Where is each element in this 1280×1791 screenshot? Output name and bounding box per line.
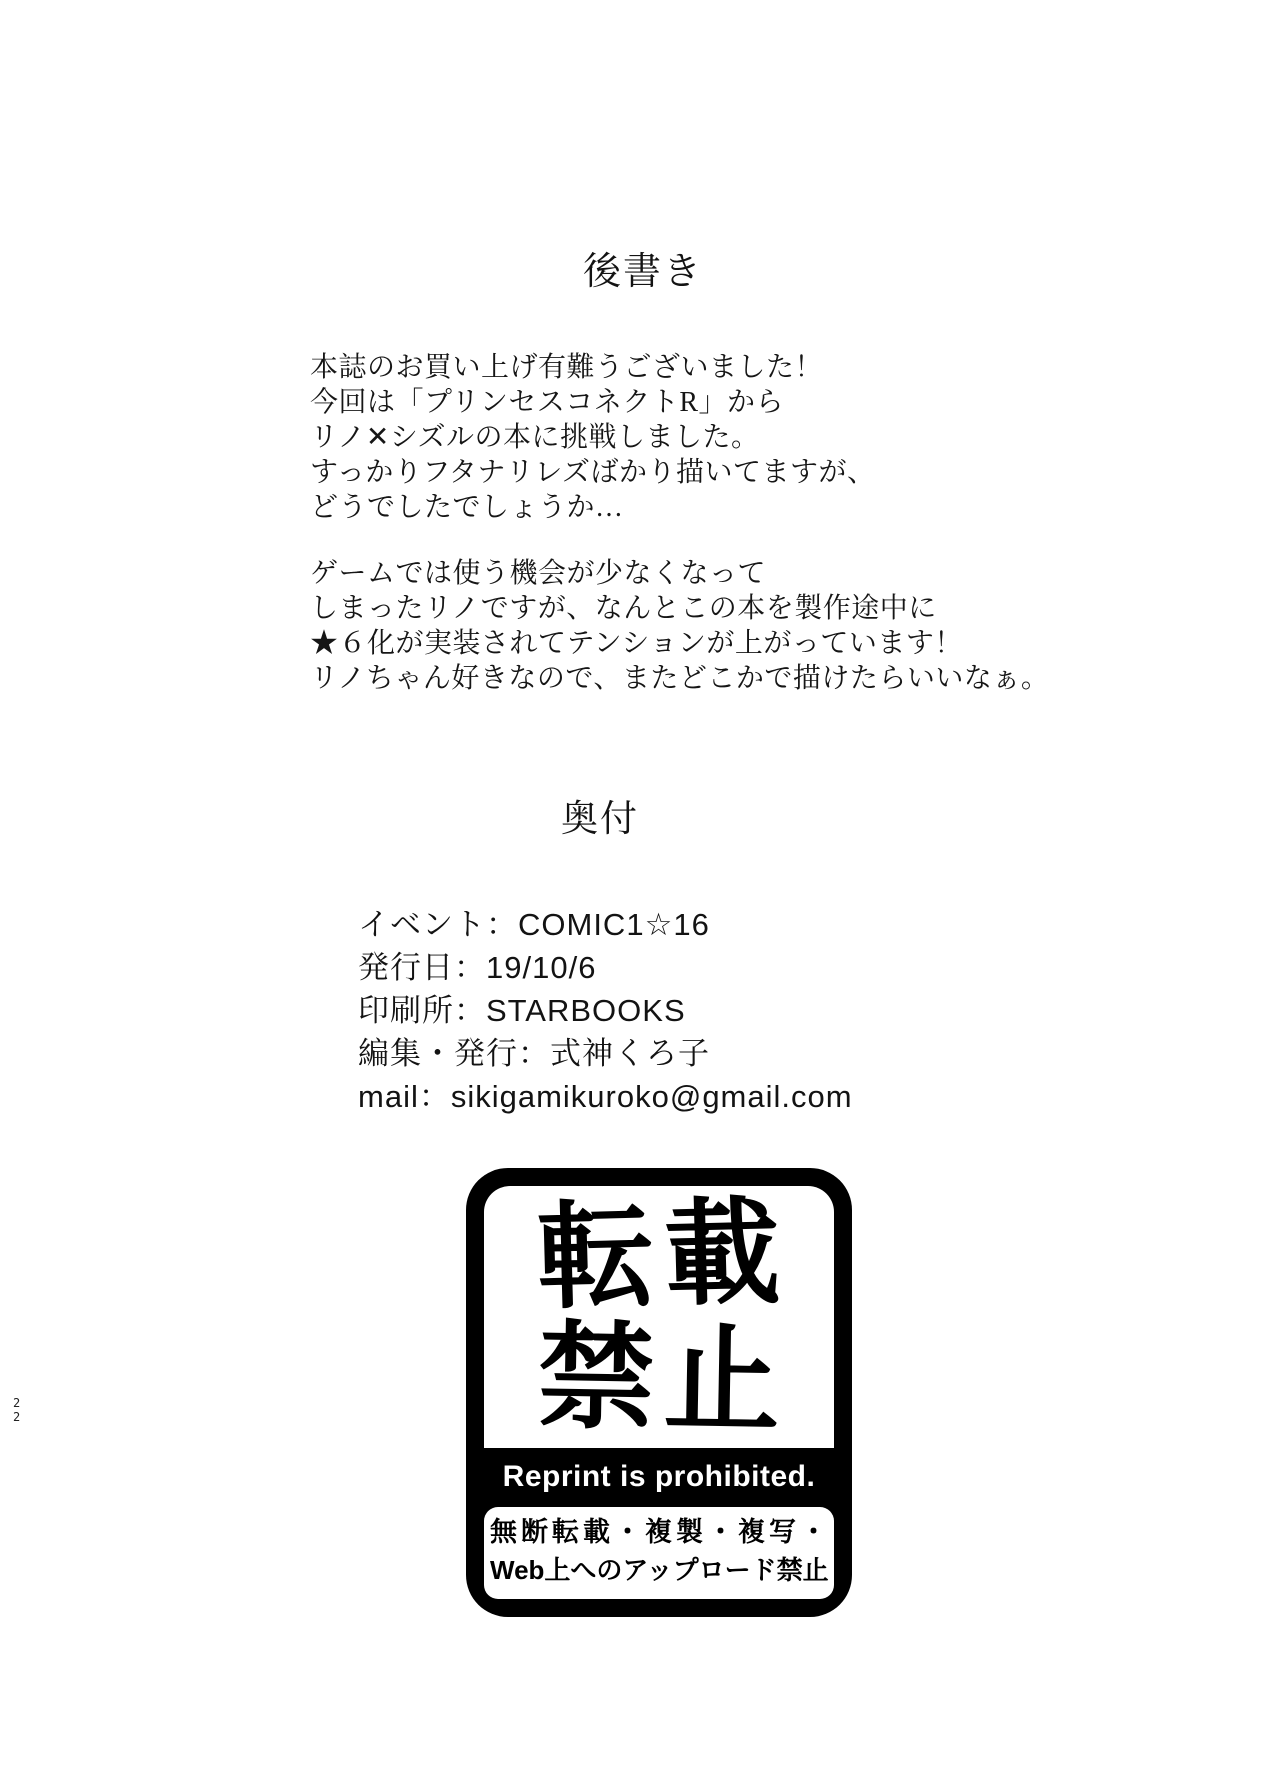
reprint-prohibited-stamp [466, 1168, 852, 1617]
stamp-english-label: Reprint is prohibited. [502, 1459, 816, 1493]
colophon-editor-publisher: 編集・発行：式神くろ子 [358, 1036, 710, 1071]
stamp-kanji-tensai: 転載 [536, 1186, 792, 1324]
colophon-block [358, 903, 853, 1118]
stamp-kanji-kinshi: 禁止 [536, 1311, 792, 1447]
afterword-paragraph-1 [310, 350, 876, 525]
colophon-title: 奥付 [561, 798, 639, 839]
colophon-printer: 印刷所：STARBOOKS [358, 993, 686, 1028]
afterword-line: すっかりフタナリレズばかり描いてますが、 [310, 457, 876, 488]
colophon-publish-date: 発行日：19/10/6 [358, 950, 597, 985]
afterword-line: どうでしたでしょうか… [310, 492, 624, 523]
afterword-line: リノ✕シズルの本に挑戦しました。 [310, 422, 760, 453]
afterword-line: 今回は「プリンセスコネクトR」から [310, 387, 785, 418]
afterword-paragraph-2 [310, 556, 1049, 696]
afterword-title: 後書き [582, 251, 703, 293]
page-number-digit: 2 [13, 1396, 21, 1410]
afterword-line: ゲームでは使う機会が少なくなって [310, 558, 767, 589]
page-number [13, 1396, 20, 1424]
afterword-line: しまったリノですが、なんとこの本を製作途中に [310, 593, 937, 624]
stamp-kanji-area [484, 1186, 834, 1448]
stamp-notice-line-2: Web上へのアップロード禁止 [490, 1555, 829, 1585]
afterword-line: リノちゃん好きなので、またどこかで描けたらいいなぁ。 [310, 663, 1050, 694]
colophon-event: イベント：COMIC1☆16 [358, 907, 710, 942]
afterword-line: ★６化が実装されてテンションが上がっています！ [310, 628, 963, 659]
afterword-line: 本誌のお買い上げ有難うございました！ [310, 352, 824, 383]
colophon-email: mail：sikigamikuroko@gmail.com [358, 1079, 853, 1114]
stamp-notice-line-1: 無断転載・複製・複写・ [490, 1517, 831, 1547]
stamp-notice-box [484, 1507, 834, 1599]
page-number-digit: 2 [13, 1410, 21, 1424]
